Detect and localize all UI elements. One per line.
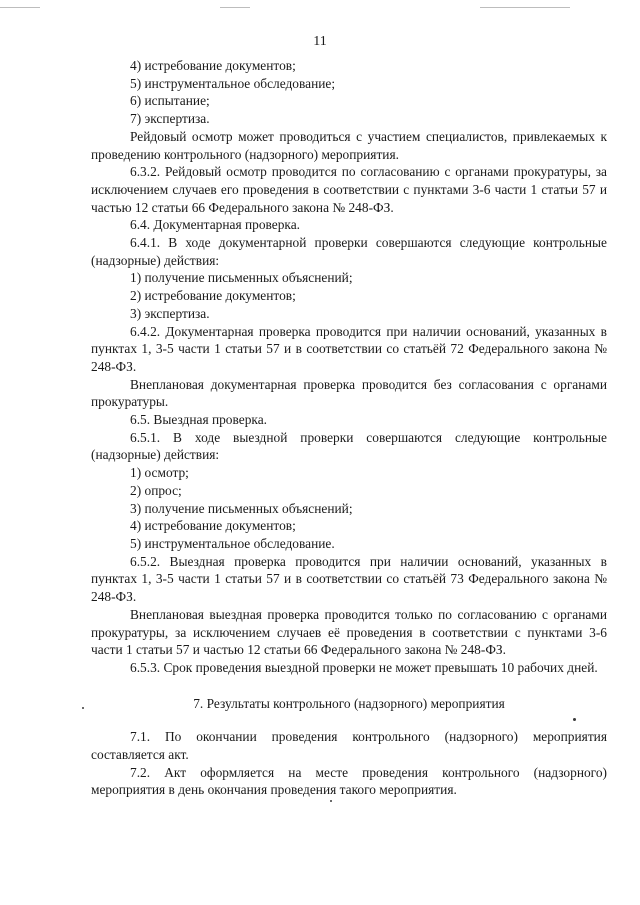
list-item: 3) получение письменных объяснений; bbox=[130, 500, 353, 516]
paragraph: 6.5.3. Срок проведения выездной проверки не может превышать 10 рабочих дней. bbox=[130, 659, 598, 675]
paragraph-list bbox=[91, 57, 607, 677]
list-item: 4) истребование документов; bbox=[130, 518, 296, 534]
paragraph: Внеплановая выездная проверка проводится только по согласованию с органами прокуратуры, за исключением случаев её проведения в соответствии с пунктами 3-6 части 1 статьи 57 и частью 12 статьи 66 Федерального закона № 248-ФЗ. bbox=[91, 606, 607, 658]
paragraph: 6.4. Документарная проверка. bbox=[130, 217, 300, 233]
page-number: 11 bbox=[313, 34, 327, 49]
list-item: 4) истребование документов; bbox=[130, 58, 296, 73]
paragraph: 6.5.2. Выездная проверка проводится при наличии оснований, указанных в пунктах 1, 3-5 части 1 статьи 57 и в соответствии со статьёй 73 Федерального закона № 248-ФЗ. bbox=[91, 553, 607, 605]
scan-artifact bbox=[0, 7, 40, 8]
list-item: 2) опрос; bbox=[130, 482, 182, 498]
list-item: 2) истребование документов; bbox=[130, 288, 296, 304]
scan-artifact bbox=[480, 7, 570, 8]
paragraph: 6.4.2. Документарная проверка проводится при наличии оснований, указанных в пунктах 1, 3-5 части 1 статьи 57 и в соответствии со статьёй 72 Федерального закона № 248-ФЗ. bbox=[91, 323, 607, 374]
document-body bbox=[91, 57, 607, 799]
list-item: 1) получение письменных объяснений; bbox=[130, 270, 353, 286]
scan-artifact bbox=[220, 7, 250, 8]
paragraph: 7.1. По окончании проведения контрольного (надзорного) мероприятия составляется акт. bbox=[91, 729, 607, 763]
list-item: 1) осмотр; bbox=[130, 465, 189, 481]
list-item: 7) экспертиза. bbox=[130, 111, 210, 127]
list-item: 5) инструментальное обследование. bbox=[130, 535, 335, 551]
section-paragraph-list bbox=[91, 728, 607, 799]
paragraph: 7.2. Акт оформляется на месте проведения контрольного (надзорного) мероприятия в день окончания проведения такого мероприятия. bbox=[91, 764, 607, 798]
paragraph: 6.4.1. В ходе документарной проверки совершаются следующие контрольные (надзорные) действия: bbox=[91, 235, 607, 268]
paragraph: 6.3.2. Рейдовый осмотр проводится по согласованию с органами прокуратуры, за исключением случаев его проведения в соответствии с пунктами 3-6 части 1 статьи 57 и частью 12 статьи 66 Федерального закона № 248-ФЗ. bbox=[91, 164, 607, 215]
paragraph: 6.5.1. В ходе выездной проверки совершаются следующие контрольные (надзорные) действия: bbox=[91, 429, 607, 463]
paragraph: 6.5. Выездная проверка. bbox=[130, 412, 267, 428]
paragraph: Внеплановая документарная проверка проводится без согласования с органами прокуратуры. bbox=[91, 376, 607, 410]
list-item: 5) инструментальное обследование; bbox=[130, 75, 336, 91]
section-heading: 7. Результаты контрольного (надзорного) мероприятия bbox=[193, 695, 505, 711]
scan-speck bbox=[330, 800, 332, 802]
scan-speck bbox=[82, 707, 84, 709]
list-item: 6) испытание; bbox=[130, 93, 210, 109]
scan-speck bbox=[573, 718, 576, 721]
list-item: 3) экспертиза. bbox=[130, 305, 210, 321]
paragraph: Рейдовый осмотр может проводиться с участием специалистов, привлекаемых к проведению контрольного (надзорного) мероприятия. bbox=[91, 128, 607, 162]
